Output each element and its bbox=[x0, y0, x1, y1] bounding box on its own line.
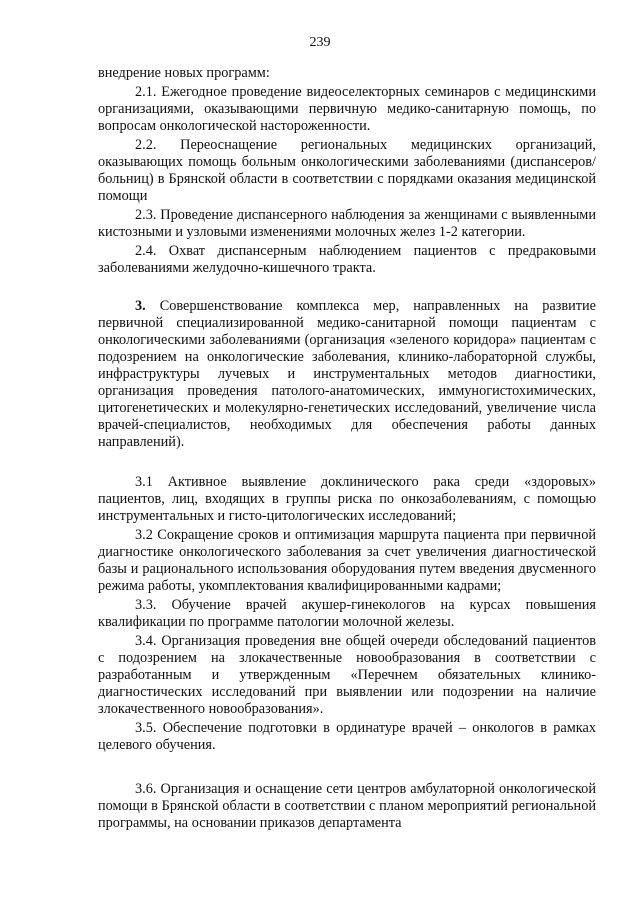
paragraph-3-1: 3.1 Активное выявление доклинического рака среди «здоровых» пациентов, лиц, входящих в группы риска по онкозаболеваниям, с помощью инструментальных и гисто-цитологических исследований; bbox=[98, 474, 596, 524]
paragraph-3 bbox=[98, 298, 596, 451]
paragraph-2-4: 2.4. Охват диспансерным наблюдением пациентов с предраковыми заболеваниями желудочно-кишечного тракта. bbox=[98, 243, 596, 276]
paragraph-2-1: 2.1. Ежегодное проведение видеоселекторных семинаров с медицинскими организациями, оказывающими первичную медико-санитарную помощь, по вопросам онкологической настороженности. bbox=[98, 84, 596, 134]
paragraph-2-3: 2.3. Проведение диспансерного наблюдения за женщинами с выявленными кистозными и узловыми изменениями молочных желез 1-2 категории. bbox=[98, 207, 596, 240]
paragraph-3-4: 3.4. Организация проведения вне общей очереди обследований пациентов с подозрением на злокачественные новообразования в соответствии с разработанным и утвержденным «Перечнем обязательных клинико-диагностических исследований при выявлении или подозрении на наличие злокачественного новообразования». bbox=[98, 633, 596, 717]
paragraph-3-5: 3.5. Обеспечение подготовки в ординатуре врачей – онкологов в рамках целевого обучения. bbox=[98, 720, 596, 753]
section-3-text: Совершенствование комплекса мер, направленных на развитие первичной специализированной медико-санитарной помощи пациентам с онкологическими заболеваниями (организация «зеленого коридора» пациентам с подозрением на онкологические заболевания, клинико-лабораторной службы, инфраструктуры лучевых и инструментальных методов диагностики, организация проведения патолого-анатомических, иммуногистохимических, цитогенетических и молекулярно-генетических исследований, увеличение числа врачей-специалистов, необходимых для обеспечения работы данных направлений). bbox=[98, 298, 596, 450]
paragraph-intro: внедрение новых программ: bbox=[98, 65, 270, 81]
paragraph-3-3: 3.3. Обучение врачей акушер-гинекологов на курсах повышения квалификации по программе патологии молочной железы. bbox=[98, 597, 596, 630]
paragraph-3-2: 3.2 Сокращение сроков и оптимизация маршрута пациента при первичной диагностике онкологического заболевания за счет увеличения диагностической базы и рационального использования оборудования путем введения двусменного режима работы, укомплектования квалифицированными кадрами; bbox=[98, 527, 596, 594]
section-number: 3. bbox=[135, 298, 146, 314]
paragraph-2-2: 2.2. Переоснащение региональных медицинских организаций, оказывающих помощь больным онкологическими заболеваниями (диспансеров/больниц) в Брянской области в соответствии с порядками оказания медицинской помощи bbox=[98, 137, 596, 204]
document-body bbox=[98, 65, 596, 832]
paragraph-3-6: 3.6. Организация и оснащение сети центров амбулаторной онкологической помощи в Брянской области в соответствии с планом мероприятий региональной программы, на основании приказов департамента bbox=[98, 781, 596, 831]
page-number: 239 bbox=[309, 35, 331, 50]
